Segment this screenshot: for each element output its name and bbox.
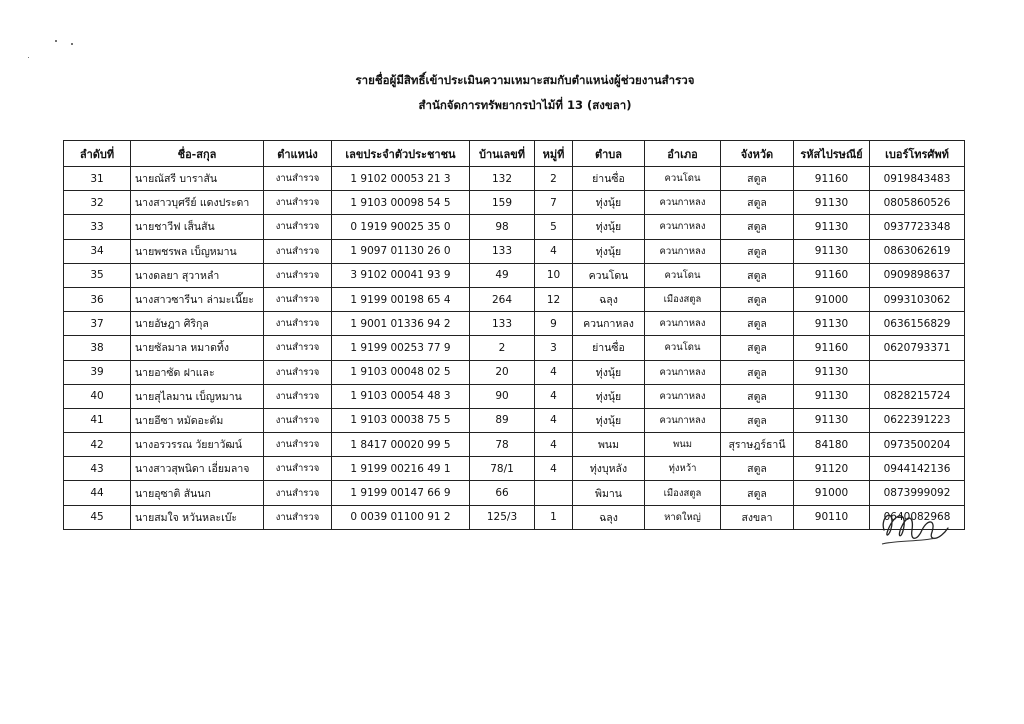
cell-name: นายอัษฎา ศิริกุล — [131, 312, 264, 336]
table-row — [64, 239, 965, 263]
cell-zip: 91130 — [794, 408, 870, 432]
cell-id-number: 0 1919 90025 35 0 — [332, 215, 470, 239]
cell-tambon: พนม — [573, 433, 645, 457]
cell-province: สตูล — [721, 191, 794, 215]
cell-position: งานสำรวจ — [264, 191, 332, 215]
scan-speck — [55, 40, 57, 42]
cell-moo: 10 — [535, 263, 573, 287]
cell-house-number: 264 — [470, 287, 535, 311]
cell-zip: 91130 — [794, 360, 870, 384]
cell-zip: 91160 — [794, 263, 870, 287]
cell-zip: 91130 — [794, 239, 870, 263]
cell-position: งานสำรวจ — [264, 360, 332, 384]
cell-position: งานสำรวจ — [264, 312, 332, 336]
cell-phone — [870, 360, 965, 384]
cell-id-number: 1 9103 00048 02 5 — [332, 360, 470, 384]
cell-id-number: 1 9001 01336 94 2 — [332, 312, 470, 336]
cell-tambon: ทุ่งนุ้ย — [573, 239, 645, 263]
cell-province: สตูล — [721, 167, 794, 191]
cell-phone: 0863062619 — [870, 239, 965, 263]
cell-house-number: 78 — [470, 433, 535, 457]
cell-house-number: 20 — [470, 360, 535, 384]
column-header: จังหวัด — [721, 141, 794, 167]
cell-amphoe: ควนกาหลง — [645, 408, 721, 432]
cell-phone: 0919843483 — [870, 167, 965, 191]
cell-id-number: 1 9102 00053 21 3 — [332, 167, 470, 191]
cell-phone: 0909898637 — [870, 263, 965, 287]
cell-province: สตูล — [721, 360, 794, 384]
cell-tambon: ย่านซื่อ — [573, 336, 645, 360]
cell-amphoe: หาดใหญ่ — [645, 505, 721, 529]
cell-position: งานสำรวจ — [264, 481, 332, 505]
column-header: หมู่ที่ — [535, 141, 573, 167]
cell-zip: 91000 — [794, 287, 870, 311]
column-header: ตำแหน่ง — [264, 141, 332, 167]
column-header: เลขประจำตัวประชาชน — [332, 141, 470, 167]
table-row — [64, 263, 965, 287]
cell-phone: 0944142136 — [870, 457, 965, 481]
cell-province: สตูล — [721, 384, 794, 408]
cell-moo: 2 — [535, 167, 573, 191]
table-body — [64, 167, 965, 530]
cell-id-number: 1 9103 00038 75 5 — [332, 408, 470, 432]
cell-order: 39 — [64, 360, 131, 384]
candidate-table — [63, 140, 965, 530]
cell-zip: 91130 — [794, 191, 870, 215]
column-header: เบอร์โทรศัพท์ — [870, 141, 965, 167]
table-row — [64, 408, 965, 432]
cell-order: 45 — [64, 505, 131, 529]
column-header: รหัสไปรษณีย์ — [794, 141, 870, 167]
cell-phone: 0640082968 — [870, 505, 965, 529]
cell-zip: 84180 — [794, 433, 870, 457]
cell-name: นางสาวบุศรีย์ แดงประดา — [131, 191, 264, 215]
cell-order: 32 — [64, 191, 131, 215]
cell-moo: 5 — [535, 215, 573, 239]
cell-name: นายสมใจ หวันหละเบ๊ะ — [131, 505, 264, 529]
cell-moo: 12 — [535, 287, 573, 311]
cell-name: นางอรวรรณ วัยยาวัฒน์ — [131, 433, 264, 457]
cell-order: 42 — [64, 433, 131, 457]
cell-position: งานสำรวจ — [264, 505, 332, 529]
cell-house-number: 78/1 — [470, 457, 535, 481]
cell-amphoe: พนม — [645, 433, 721, 457]
cell-province: สตูล — [721, 312, 794, 336]
cell-zip: 91130 — [794, 312, 870, 336]
cell-amphoe: ควนโดน — [645, 167, 721, 191]
cell-name: นายพชรพล เบ็ญหมาน — [131, 239, 264, 263]
cell-phone: 0805860526 — [870, 191, 965, 215]
cell-house-number: 133 — [470, 312, 535, 336]
cell-position: งานสำรวจ — [264, 384, 332, 408]
cell-moo: 3 — [535, 336, 573, 360]
cell-moo: 9 — [535, 312, 573, 336]
cell-amphoe: เมืองสตูล — [645, 481, 721, 505]
cell-province: สตูล — [721, 408, 794, 432]
cell-id-number: 1 9199 00198 65 4 — [332, 287, 470, 311]
cell-position: งานสำรวจ — [264, 167, 332, 191]
cell-moo: 4 — [535, 384, 573, 408]
cell-name: นายชาวีฟ เส็นสัน — [131, 215, 264, 239]
cell-position: งานสำรวจ — [264, 215, 332, 239]
cell-order: 38 — [64, 336, 131, 360]
cell-house-number: 98 — [470, 215, 535, 239]
cell-name: นางสาวสุพนิดา เอี่ยมลาจ — [131, 457, 264, 481]
cell-province: สตูล — [721, 239, 794, 263]
cell-id-number: 1 9199 00253 77 9 — [332, 336, 470, 360]
cell-tambon: ฉลุง — [573, 505, 645, 529]
column-header: ชื่อ-สกุล — [131, 141, 264, 167]
cell-name: นายอาซัด ฝาและ — [131, 360, 264, 384]
cell-zip: 91130 — [794, 215, 870, 239]
cell-province: สตูล — [721, 457, 794, 481]
cell-province: สตูล — [721, 336, 794, 360]
cell-phone: 0873999092 — [870, 481, 965, 505]
scan-speck — [71, 43, 73, 45]
cell-name: นางสาวซารีนา ล่ามะเนี๊ยะ — [131, 287, 264, 311]
cell-order: 36 — [64, 287, 131, 311]
cell-amphoe: ควนโดน — [645, 263, 721, 287]
cell-amphoe: ควนกาหลง — [645, 239, 721, 263]
table-row — [64, 457, 965, 481]
cell-province: สตูล — [721, 263, 794, 287]
cell-house-number: 133 — [470, 239, 535, 263]
cell-zip: 91000 — [794, 481, 870, 505]
cell-id-number: 1 8417 00020 99 5 — [332, 433, 470, 457]
cell-name: นางดลยา สุวาหลำ — [131, 263, 264, 287]
cell-house-number: 159 — [470, 191, 535, 215]
cell-amphoe: ควนกาหลง — [645, 312, 721, 336]
cell-position: งานสำรวจ — [264, 263, 332, 287]
table-row — [64, 191, 965, 215]
cell-id-number: 3 9102 00041 93 9 — [332, 263, 470, 287]
cell-name: นายอุซาติ สันนก — [131, 481, 264, 505]
document-title: รายชื่อผู้มีสิทธิ์เข้าประเมินความเหมาะสมกับตำแหน่งผู้ช่วยงานสำรวจ — [355, 73, 695, 87]
cell-order: 41 — [64, 408, 131, 432]
cell-name: นายสุไลมาน เบ็ญหมาน — [131, 384, 264, 408]
cell-tambon: ย่านซื่อ — [573, 167, 645, 191]
cell-phone: 0828215724 — [870, 384, 965, 408]
cell-tambon: ทุ่งนุ้ย — [573, 384, 645, 408]
cell-order: 35 — [64, 263, 131, 287]
cell-id-number: 1 9103 00098 54 5 — [332, 191, 470, 215]
cell-position: งานสำรวจ — [264, 336, 332, 360]
column-header: ตำบล — [573, 141, 645, 167]
column-header: ลำดับที่ — [64, 141, 131, 167]
cell-province: สตูล — [721, 215, 794, 239]
cell-order: 43 — [64, 457, 131, 481]
cell-moo: 4 — [535, 433, 573, 457]
cell-zip: 90110 — [794, 505, 870, 529]
cell-zip: 91160 — [794, 336, 870, 360]
cell-moo: 4 — [535, 408, 573, 432]
cell-id-number: 1 9199 00147 66 9 — [332, 481, 470, 505]
cell-amphoe: เมืองสตูล — [645, 287, 721, 311]
table-row — [64, 481, 965, 505]
cell-amphoe: ควนกาหลง — [645, 215, 721, 239]
cell-order: 44 — [64, 481, 131, 505]
column-header: บ้านเลขที่ — [470, 141, 535, 167]
cell-amphoe: ทุ่งหว้า — [645, 457, 721, 481]
scan-speck — [28, 57, 29, 58]
cell-tambon: ทุ่งบุหลัง — [573, 457, 645, 481]
cell-position: งานสำรวจ — [264, 408, 332, 432]
cell-house-number: 90 — [470, 384, 535, 408]
cell-name: นายอีซา หมัดอะดัม — [131, 408, 264, 432]
cell-moo: 7 — [535, 191, 573, 215]
cell-id-number: 1 9199 00216 49 1 — [332, 457, 470, 481]
cell-tambon: ทุ่งนุ้ย — [573, 408, 645, 432]
cell-province: สตูล — [721, 287, 794, 311]
cell-phone: 0973500204 — [870, 433, 965, 457]
cell-tambon: ทุ่งนุ้ย — [573, 191, 645, 215]
document-subtitle: สำนักจัดการทรัพยากรป่าไม้ที่ 13 (สงขลา) — [418, 98, 632, 112]
table-row — [64, 433, 965, 457]
cell-province: สุราษฎร์ธานี — [721, 433, 794, 457]
table-row — [64, 167, 965, 191]
cell-name: นายณัสรี บาราสัน — [131, 167, 264, 191]
cell-province: สงขลา — [721, 505, 794, 529]
cell-house-number: 132 — [470, 167, 535, 191]
table-row — [64, 287, 965, 311]
cell-amphoe: ควนโดน — [645, 336, 721, 360]
cell-moo: 1 — [535, 505, 573, 529]
cell-zip: 91160 — [794, 167, 870, 191]
table-row — [64, 312, 965, 336]
cell-amphoe: ควนกาหลง — [645, 360, 721, 384]
cell-id-number: 0 0039 01100 91 2 — [332, 505, 470, 529]
cell-order: 31 — [64, 167, 131, 191]
cell-moo — [535, 481, 573, 505]
signature — [878, 500, 958, 550]
table-row — [64, 505, 965, 529]
cell-zip: 91130 — [794, 384, 870, 408]
cell-house-number: 125/3 — [470, 505, 535, 529]
cell-name: นายซัลมาล หมาดทิ้ง — [131, 336, 264, 360]
cell-tambon: ทุ่งนุ้ย — [573, 360, 645, 384]
cell-province: สตูล — [721, 481, 794, 505]
cell-order: 40 — [64, 384, 131, 408]
cell-position: งานสำรวจ — [264, 287, 332, 311]
cell-position: งานสำรวจ — [264, 457, 332, 481]
cell-order: 37 — [64, 312, 131, 336]
table-row — [64, 336, 965, 360]
cell-moo: 4 — [535, 457, 573, 481]
cell-zip: 91120 — [794, 457, 870, 481]
cell-amphoe: ควนกาหลง — [645, 384, 721, 408]
cell-id-number: 1 9103 00054 48 3 — [332, 384, 470, 408]
cell-house-number: 2 — [470, 336, 535, 360]
cell-tambon: ทุ่งนุ้ย — [573, 215, 645, 239]
cell-moo: 4 — [535, 239, 573, 263]
cell-phone: 0636156829 — [870, 312, 965, 336]
cell-house-number: 49 — [470, 263, 535, 287]
cell-phone: 0622391223 — [870, 408, 965, 432]
cell-tambon: พิมาน — [573, 481, 645, 505]
cell-order: 33 — [64, 215, 131, 239]
cell-moo: 4 — [535, 360, 573, 384]
table-row — [64, 384, 965, 408]
cell-id-number: 1 9097 01130 26 0 — [332, 239, 470, 263]
cell-position: งานสำรวจ — [264, 433, 332, 457]
table-row — [64, 215, 965, 239]
column-header: อำเภอ — [645, 141, 721, 167]
header-row — [64, 141, 965, 167]
cell-house-number: 89 — [470, 408, 535, 432]
cell-phone: 0937723348 — [870, 215, 965, 239]
cell-tambon: ควนกาหลง — [573, 312, 645, 336]
cell-house-number: 66 — [470, 481, 535, 505]
cell-phone: 0993103062 — [870, 287, 965, 311]
cell-position: งานสำรวจ — [264, 239, 332, 263]
table-row — [64, 360, 965, 384]
cell-tambon: ฉลุง — [573, 287, 645, 311]
cell-amphoe: ควนกาหลง — [645, 191, 721, 215]
cell-phone: 0620793371 — [870, 336, 965, 360]
cell-order: 34 — [64, 239, 131, 263]
cell-tambon: ควนโดน — [573, 263, 645, 287]
